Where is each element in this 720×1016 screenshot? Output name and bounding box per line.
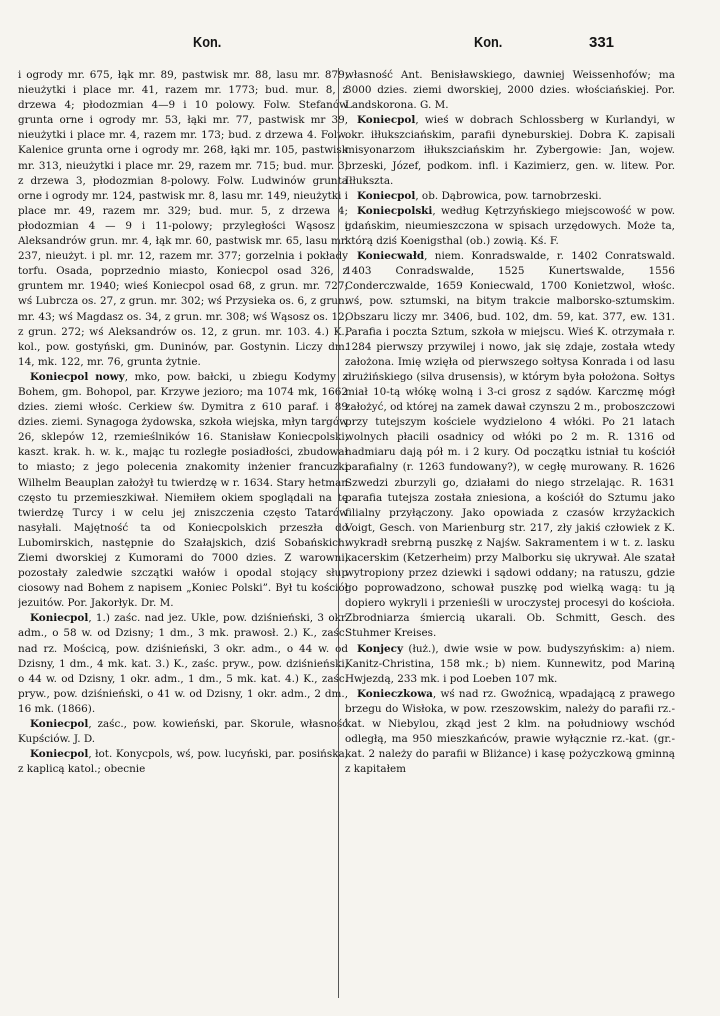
entry-konieczkowa bbox=[345, 687, 675, 778]
page-header bbox=[0, 30, 720, 56]
entry-headword: Koniecpol bbox=[30, 612, 89, 625]
right-column bbox=[345, 68, 675, 1008]
entry-koniecpol-nowy bbox=[18, 370, 348, 612]
entry-koniecpolski bbox=[345, 204, 675, 249]
entry-koniecpol-kowno bbox=[18, 717, 348, 747]
entry-body: , zaśc., pow. kowieński, par. Skorule, własność Kupściów. J. D. bbox=[18, 718, 348, 746]
entry-headword: Koniecwałd bbox=[357, 250, 425, 263]
entry-headword: Koniecpolski bbox=[357, 204, 433, 217]
entry-body: , według Kętrzyńskiego miejscowość w pow. gdańskim, nieumieszczona w spisach urzędowych. Może ta, którą dziś Koenigsthal (ob.) zowią. Kś. F. bbox=[345, 204, 675, 248]
entry-koniecwald bbox=[345, 249, 675, 641]
entry-koniecpol-dzisna bbox=[18, 611, 348, 717]
entry-koniecpol-lucyn bbox=[18, 747, 348, 777]
header-left-keyword: Kon. bbox=[193, 34, 222, 51]
entry-koniecpol-tarnobrzeg bbox=[345, 189, 675, 204]
entry-headword: Koniecpol nowy bbox=[30, 370, 125, 383]
entry-headword: Konieczkowa bbox=[357, 687, 433, 700]
left-column bbox=[18, 68, 348, 1008]
entry-headword: Koniecpol bbox=[30, 718, 89, 731]
entry-body: , niem. Konradswalde, r. 1402 Conratswald. 1403 Conradswalde, 1525 Kunertswalde, 1556 Conderczwalde, 1659 Koniecwald, 1700 Konietzwol, włośc. wś, pow. sztumski, na bitym trakcie malborsko-sztumskim. Obszaru liczy mr. 3406, bud. 102, dm. 59, kat. 377, ew. 131. Parafia i poczta Sztum, szkoła w miejscu. Wieś K. otrzymała r. 1284 pierwszy przywilej i nowo, jak się zdaje, została wtedy założona. Imię wzięła od pierwszego sołtysa Konrada i od lasu drużińskiego (silva drusensis), w którym była położona. Sołtys miał 10-tą włókę wolną i 3-ci grosz z sądów. Karczmę mógł założyć, od której na zamek dawał czynszu 2 m., proboszczowi przy tutejszym kościele wydzielono 4 włóki. Po 21 latach wolnych płacili osadnicy od włóki po 2 m. R. 1316 od nadmiaru dają pół m. i 2 kury. Od początku istniał tu kościół parafialny (r. 1263 fundowany?), w cegłę murowany. R. 1626 Szwedzi zburzyli go, działami do niego strzelając. R. 1631 parafia tutejsza została zniesiona, a kościół do Sztumu jako filialny przyłączony. Jako opowiada z czasów krzyżackich Voigt, Gesch. von Marienburg str. 217, zły jakiś człowiek z K. wykradł srebrną puszkę z Najśw. Sakramentem i w t. z. lasku kacerskim (Ketzerheim) przy Malborku się ukrywał. Ale szatał wytropiony przez dziewki i sądowi oddany; na ratuszu, gdzie go poprowadzono, schował puszkę pod wielką wagą: tu ją dopiero wykryli i przenieśli w uroczystej procesyi do kościoła. Zbrodniarza śmiercią ukarali. Ob. Schmitt, Gesch. des Stuhmer Kreises. bbox=[345, 250, 675, 640]
entry-body: , wś nad rz. Gwoźnicą, wpadającą z prawego brzegu do Wisłoka, w pow. rzeszowskim, należy do parafii rz.-kat. w Niebylou, zkąd jest 2 klm. na południowy wschód odległą, ma 950 mieszkańców, prawie wyłącznie rz.-kat. (gr.-kat. 2 należy do parafii w Bliżance) i kasę pożyczkową gminną z kapitałem bbox=[345, 687, 675, 776]
entry-body: , ob. Dąbrowica, pow. tarnobrzeski. bbox=[415, 189, 602, 202]
entry-body: , 1.) zaśc. nad jez. Ukle, pow. dziśnieński, 3 okr. adm., o 58 w. od Dzisny; 1 dm., 3 mk. prawosł. 2.) K., zaśc. nad rz. Mościcą, pow. dziśnieński, 3 okr. adm., o 44 w. od Dzisny, 1 dm., 4 mk. kat. 3.) K., zaśc. pryw., pow. dziśnieński, o 44 w. od Dzisny, 1 okr. adm., 1 dm., 5 mk. kat. 4.) K., zaśc. pryw., pow. dziśnieński, o 41 w. od Dzisny, 1 okr. adm., 2 dm., 16 mk. (1866). bbox=[18, 612, 348, 715]
entry-body: , wieś w dobrach Schlossberg w Kurlandyi, w okr. iłłukszciańskim, parafii dyneburskiej. Dobra K. zapisali misyonarzom iłłukszciańskim hr. Zybergowie: Jan, wojew. brzeski, Józef, podkom. infl. i Kazimierz, gen. w. litew. Por. Iłłuksztа. bbox=[345, 114, 675, 187]
entry-headword: Koniecpol bbox=[357, 189, 416, 202]
entry-continuation: i ogrody mr. 675, łąk mr. 89, pastwisk mr. 88, lasu mr. 879, nieużytki i place mr. 41, razem mr. 1773; bud. mur. 8, z drzewa 4; płodozmian 4—9 i 10 polowy. Folw. Stefanów grunta orne i ogrody mr. 53, łąki mr. 77, pastwisk mr 39, nieużytki i place mr. 4, razem mr. 173; bud. z drzewa 4. Folw. Kalenice grunta orne i ogrody mr. 268, łąki mr. 105, pastwisk mr. 313, nieużytki i place mr. 29, razem mr. 715; bud. mur. 3, z drzewa 3, płodozmian 8-polowy. Folw. Ludwinów grunta orne i ogrody mr. 124, pastwisk mr. 8, lasu mr. 149, nieużytki i place mr. 49, razem mr. 329; bud. mur. 5, z drzewa 4; płodozmian 4 — 9 i 11-polowy; przyległości Wąsosz i Aleksandrów grun. mr. 4, łąk mr. 60, pastwisk mr. 65, lasu mr. 237, nieużyt. i pl. mr. 12, razem mr. 377; gorzelnia i pokłady torfu. Osada, poprzednio miasto, Koniecpol osad 326, z gruntem mr. 1940; wieś Koniecpol osad 68, z grun. mr. 727; wś Lubrcza os. 27, z grun. mr. 302; wś Przysieka os. 6, z grun. mr. 43; wś Magdasz os. 34, z grun. mr. 308; wś Wąsosz os. 12, z grun. 272; wś Aleksandrów os. 12, z grun. mr. 103. 4.) K., kol., pow. gostyński, gm. Duninów, par. Gostynin. Liczy dm. 14, mk. 122, mr. 76, grunta żytnie. bbox=[18, 69, 348, 368]
entry-body: , mko, pow. bałcki, u zbiegu Kodymy z Bohem, gm. Bohopol, par. Krzywe jezioro; ma 1074 mk, 1662 dzies. ziemi włośc. Cerkiew św. Dymitra z 610 paraf. i 89 dzies. ziemi. Synagoga żydowska, szkoła wiejska, młyn targów 26, sklepów 12, rzemieślników 16. Stanisław Koniecpolski, kaszt. krak. h. w. k., mając tu rozległe posiadłości, zbudował to miasto; z jego polecenia znakomity inżenier francuzki Wilhelm Beauplan założył tu twierdzę w r. 1634. Stary hetman często tu przemieszkiwał. Niemiłem okiem spoglądali na tę twierdzę Turcy i w celu jej zniszczenia często Tatarów nasyłali. Majętność ta od Koniecpolskich przeszła do Lubomirskich, następnie do Szałajskich, dziś Sobańskich. Ziemi dworskiej z Kumorami do 7000 dzies. Z warowni, pozostały zaledwie szczątki wałów i opodal stojący słup ciosowy nad Bohem z napisem „Koniec Polski”. Był tu kościół jezuitów. Por. Jakorłyk. Dr. M. bbox=[18, 370, 348, 610]
page-number: 331 bbox=[589, 34, 615, 51]
header-right-keyword: Kon. bbox=[474, 34, 503, 51]
entry-headword: Koniecpol bbox=[30, 748, 89, 761]
entry-konjecy bbox=[345, 642, 675, 687]
entry-headword: Koniecpol bbox=[357, 114, 416, 127]
entry-body: , łot. Konycpols, wś, pow. lucyński, par. posińska, z kaplicą katol.; obecnie bbox=[18, 748, 348, 776]
entry-koniecpol-kurland bbox=[345, 113, 675, 188]
entry-continuation: własność Ant. Benisławskiego, dawniej Weissenhofów; ma 3000 dzies. ziemi dworskiej, 2000 dzies. włościańskiej. Por. Landskorona. G. M. bbox=[345, 69, 675, 112]
entry-headword: Konjecy bbox=[357, 642, 404, 655]
column-divider bbox=[338, 68, 339, 998]
entry-body: (łuż.), dwie wsie w pow. budyszyńskim: a) niem. Kanitz-Christina, 158 mk.; b) niem. Kunnewitz, pod Mariną Hwjezdą, 233 mk. i pod Loeben 107 mk. bbox=[345, 642, 675, 685]
